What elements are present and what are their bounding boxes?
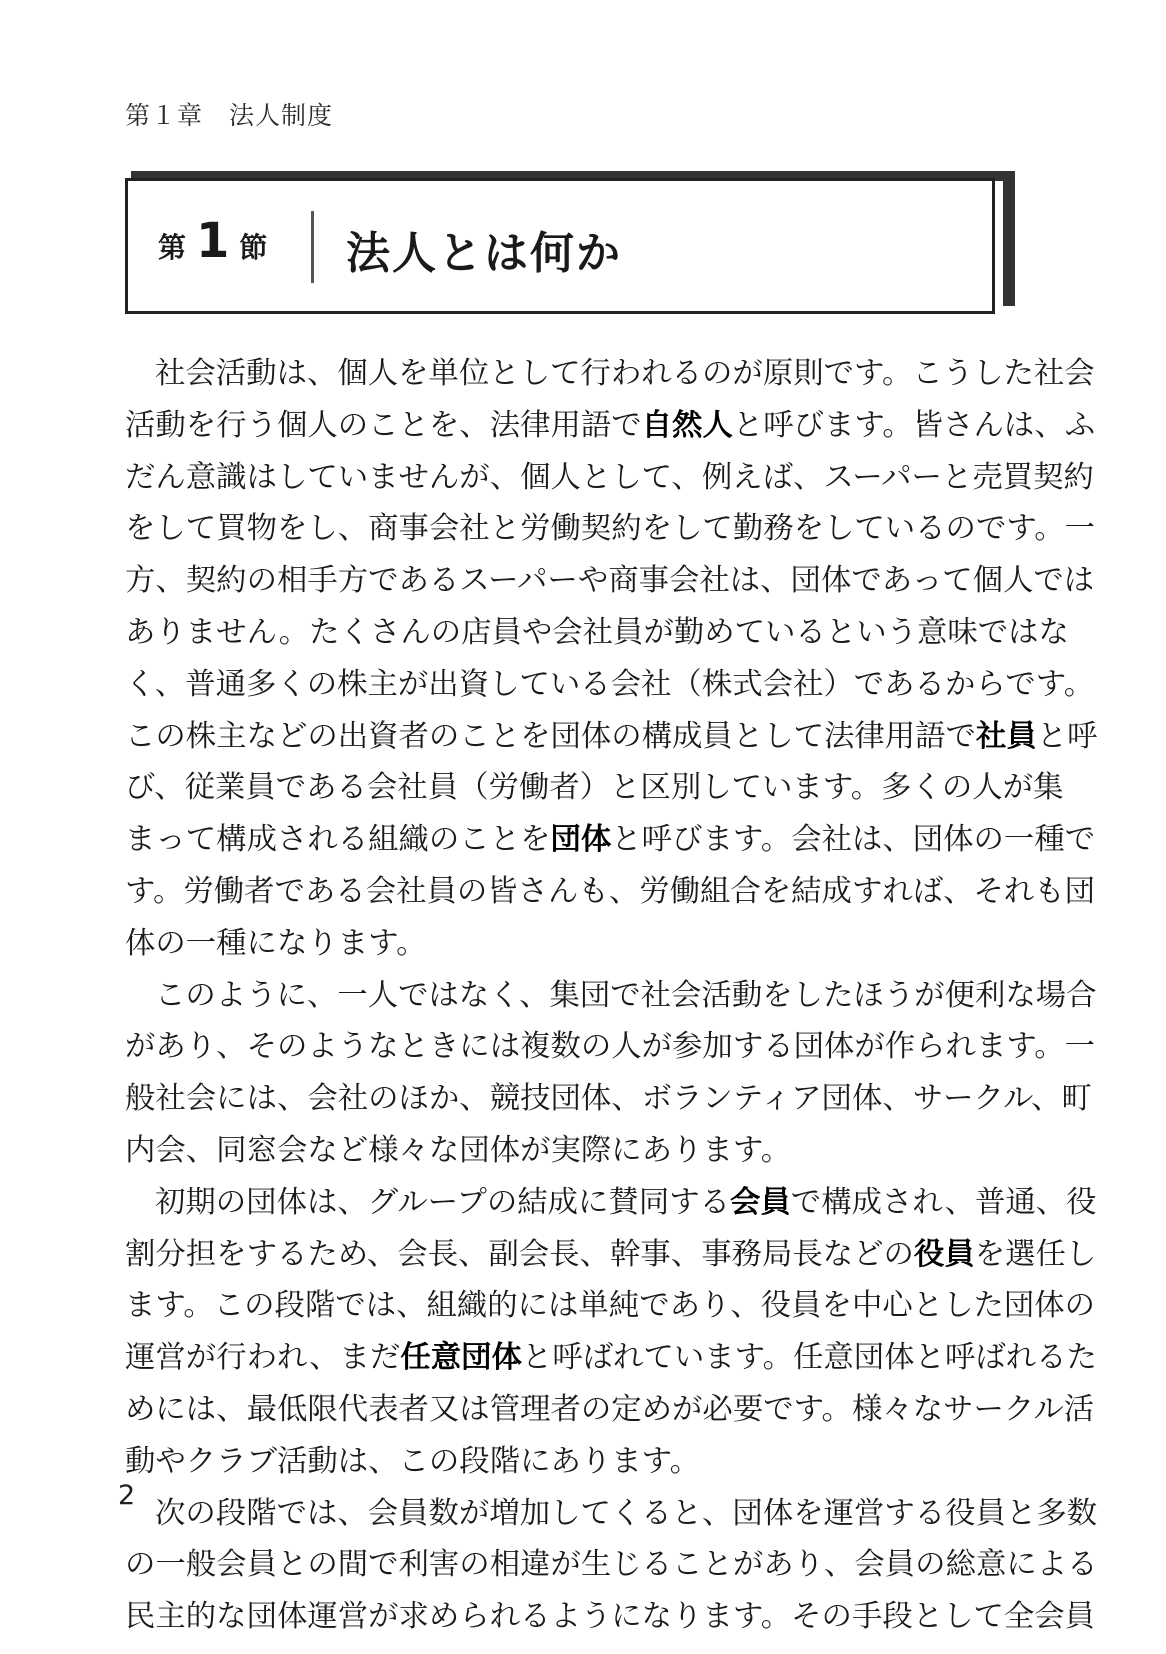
text-line xyxy=(125,1436,997,1488)
text-run: と呼 xyxy=(1036,718,1098,754)
text-line xyxy=(125,762,1064,814)
section-prefix: 第 xyxy=(158,231,187,264)
text-line xyxy=(125,1125,997,1177)
text-run: 民主的な団体運営が求められるようになります。その手段として全会員 xyxy=(125,1599,1096,1635)
text-run: 社会活動は、個人を単位として行われるのが原則です。こうした社会 xyxy=(155,356,1095,391)
text-run: 動やクラブ活動は、この段階にあります。 xyxy=(125,1443,700,1479)
text-line xyxy=(125,1280,1096,1332)
text-line xyxy=(125,555,1095,607)
section-suffix: 節 xyxy=(239,231,268,264)
text-run: 般社会には、会社のほか、競技団体、ボランティア団体、サークル、町 xyxy=(125,1081,1092,1117)
bold-term: 社員 xyxy=(975,718,1037,754)
text-run: ありません。たくさんの店員や会社員が勤めているという意味ではな xyxy=(125,614,1069,650)
text-run: まって構成される組織のことを xyxy=(125,822,551,858)
text-run: 方、契約の相手方であるスーパーや商事会社は、団体であって個人では xyxy=(125,563,1095,599)
text-run: めには、最低限代表者又は管理者の定めが必要です。様々なサークル活 xyxy=(125,1391,1095,1427)
bold-term: 団体 xyxy=(550,822,612,858)
body-text xyxy=(125,348,1098,1643)
text-line xyxy=(125,1229,1097,1281)
text-run: があり、そのようなときには複数の人が参加する団体が作られます。一 xyxy=(125,1029,1096,1065)
text-line xyxy=(125,866,1096,918)
text-run: だん意識はしていませんが、個人として、例えば、スーパーと売買契約 xyxy=(125,459,1094,495)
section-number-value: 1 xyxy=(196,213,230,269)
bold-term: 会員 xyxy=(730,1184,791,1220)
text-line xyxy=(125,814,1096,866)
section-title: 法人とは何か xyxy=(346,228,622,279)
text-line xyxy=(125,1539,1098,1591)
text-line xyxy=(125,1073,1092,1125)
text-line xyxy=(125,1488,1098,1540)
text-line xyxy=(125,918,997,970)
text-run: 体の一種になります。 xyxy=(125,925,427,961)
text-run: ます。この段階では、組織的には単純であり、役員を中心とした団体の xyxy=(125,1288,1096,1324)
text-run: と呼ばれています。任意団体と呼ばれるた xyxy=(521,1340,1097,1376)
text-run: で構成され、普通、役 xyxy=(790,1184,1097,1220)
section-number xyxy=(158,213,268,269)
running-head: 第１章 法人制度 xyxy=(125,101,334,130)
text-line xyxy=(125,970,1097,1022)
text-run: く、普通多くの株主が出資している会社（株式会社）であるからです。 xyxy=(125,666,1095,702)
section-divider xyxy=(311,211,314,283)
section-heading-box xyxy=(125,178,995,314)
bold-term: 任意団体 xyxy=(400,1340,522,1376)
text-run: す。労働者である会社員の皆さんも、労働組合を結成すれば、それも団 xyxy=(125,873,1096,909)
text-run: 割分担をするため、会長、副会長、幹事、事務局長などの xyxy=(125,1236,914,1272)
text-run: このように、一人ではなく、集団で社会活動をしたほうが便利な場合 xyxy=(155,977,1097,1013)
text-line xyxy=(125,348,1095,400)
text-run: び、従業員である会社員（労働者）と区別しています。多くの人が集 xyxy=(125,770,1064,806)
text-line xyxy=(125,1332,1097,1384)
bold-term: 役員 xyxy=(913,1236,975,1272)
text-run: 活動を行う個人のことを、法律用語で xyxy=(125,407,642,443)
text-line xyxy=(125,711,1098,763)
bold-term: 自然人 xyxy=(641,407,733,443)
text-line xyxy=(125,1021,1096,1073)
text-run: 初期の団体は、グループの結成に賛同する xyxy=(155,1184,730,1220)
text-run: この株主などの出資者のことを団体の構成員として法律用語で xyxy=(125,718,976,754)
text-run: 運営が行われ、まだ xyxy=(125,1340,401,1376)
text-line xyxy=(125,452,1094,504)
text-line xyxy=(125,1591,1096,1643)
text-line xyxy=(125,503,1096,555)
text-run: 次の段階では、会員数が増加してくると、団体を運営する役員と多数 xyxy=(155,1495,1098,1531)
text-run: と呼びます。会社は、団体の一種で xyxy=(611,822,1096,858)
text-run: の一般会員との間で利害の相違が生じることがあり、会員の総意による xyxy=(125,1547,1098,1583)
text-line xyxy=(125,659,1095,711)
text-line xyxy=(125,607,1069,659)
section-heading-shadow-right xyxy=(1003,171,1015,306)
text-line xyxy=(125,1177,1097,1229)
text-run: を選任し xyxy=(974,1236,1097,1272)
text-line xyxy=(125,1384,1095,1436)
text-run: と呼びます。皆さんは、ふ xyxy=(732,407,1096,443)
text-run: をして買物をし、商事会社と労働契約をして勤務をしているのです。一 xyxy=(125,511,1096,547)
text-run: 内会、同窓会など様々な団体が実際にあります。 xyxy=(125,1132,792,1168)
text-line xyxy=(125,400,1096,452)
page-number: 2 xyxy=(118,1480,136,1511)
